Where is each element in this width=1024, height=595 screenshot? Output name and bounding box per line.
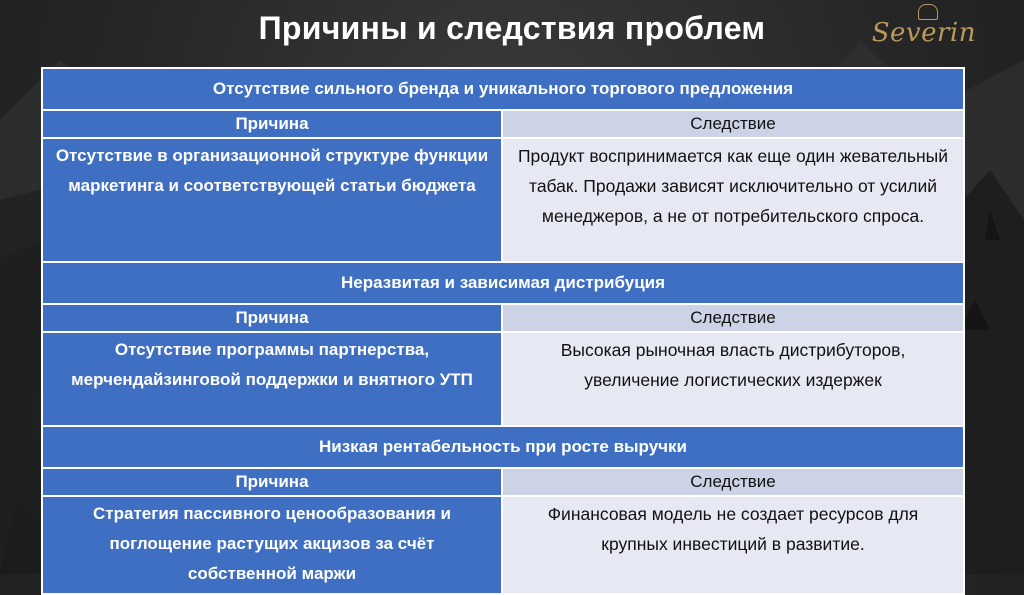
header-row	[42, 110, 964, 138]
cause-header: Причина	[42, 468, 502, 496]
section-row	[42, 262, 964, 304]
cause-header: Причина	[42, 110, 502, 138]
content-row	[42, 332, 964, 426]
effect-cell: Продукт воспринимается как еще один жевательный табак. Продажи зависят исключительно от усилий менеджеров, а не от потребительского спроса.	[502, 138, 964, 262]
effect-header: Следствие	[502, 110, 964, 138]
cause-cell: Стратегия пассивного ценообразования и поглощение растущих акцизов за счёт собственной маржи	[42, 496, 502, 594]
cause-effect-table	[41, 67, 965, 595]
effect-header: Следствие	[502, 468, 964, 496]
effect-header: Следствие	[502, 304, 964, 332]
section-row	[42, 426, 964, 468]
section-heading: Отсутствие сильного бренда и уникального торгового предложения	[42, 68, 964, 110]
header-row	[42, 304, 964, 332]
severin-logo	[871, 2, 1002, 54]
effect-cell: Финансовая модель не создает ресурсов для крупных инвестиций в развитие.	[502, 496, 964, 594]
cause-cell: Отсутствие в организационной структуре функции маркетинга и соответствующей статьи бюджета	[42, 138, 502, 262]
section-row	[42, 68, 964, 110]
cause-cell: Отсутствие программы партнерства, мерчендайзинговой поддержки и внятного УТП	[42, 332, 502, 426]
section-heading: Неразвитая и зависимая дистрибуция	[42, 262, 964, 304]
content-row	[42, 138, 964, 262]
header-row	[42, 468, 964, 496]
content-row	[42, 496, 964, 594]
logo-text: Severin	[871, 18, 976, 48]
section-heading: Низкая рентабельность при росте выручки	[42, 426, 964, 468]
effect-cell: Высокая рыночная власть дистрибуторов, увеличение логистических издержек	[502, 332, 964, 426]
cause-header: Причина	[42, 304, 502, 332]
page-title: Причины и следствия проблем	[258, 10, 766, 46]
